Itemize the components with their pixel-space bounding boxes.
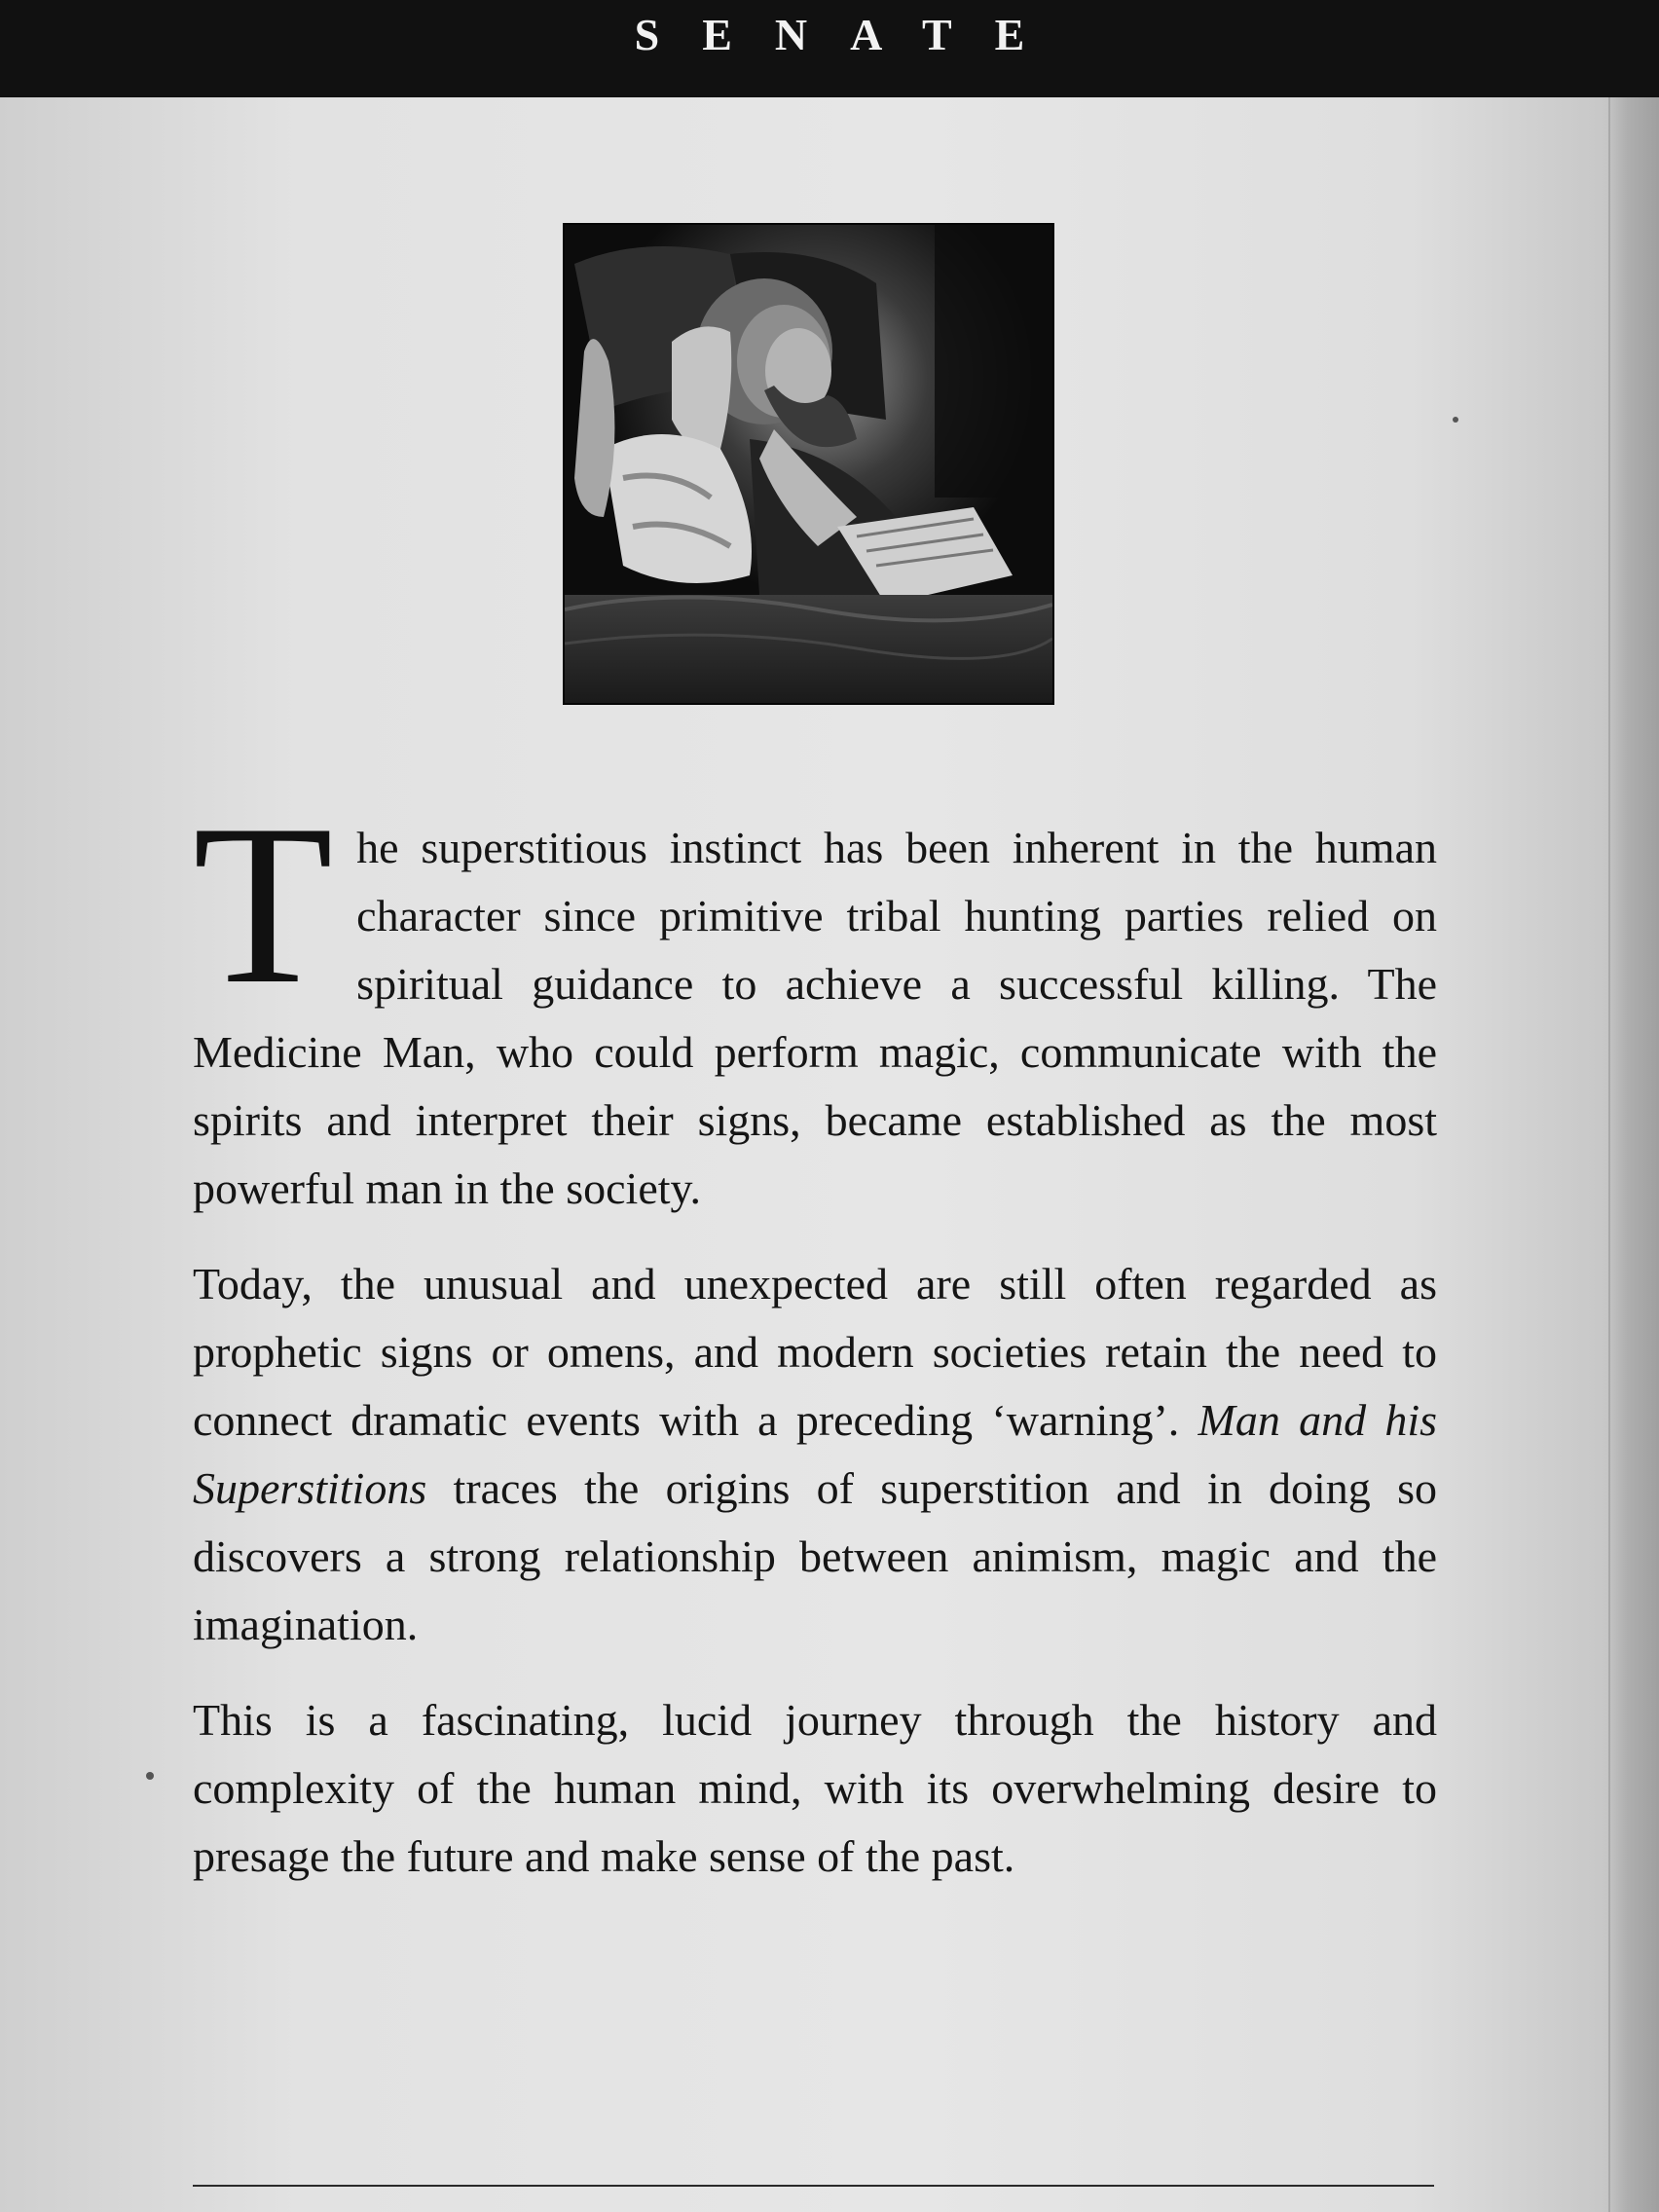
page-edge-shadow bbox=[1606, 97, 1659, 2212]
portrait-illustration bbox=[565, 225, 1052, 703]
header-band bbox=[0, 0, 1659, 97]
paragraph-2-text-after: traces the origins of superstition and in doing so discovers a strong relationship between animism, magic and the imagination. bbox=[193, 1463, 1437, 1649]
paragraph-1-text: he superstitious instinct has been inherent in the human character since primitive tribal hunting parties relied on spiritual guidance to achieve a successful killing. The Medicine Man, who could perform magic, communicate with the spirits and interpret their signs, became established as the most powerful man in the society. bbox=[193, 823, 1437, 1213]
blurb-text bbox=[193, 778, 1437, 1891]
bottom-rule bbox=[193, 2185, 1434, 2187]
drop-cap: T bbox=[193, 778, 334, 1032]
dust-speck bbox=[146, 1772, 154, 1780]
page-edge-line bbox=[1608, 97, 1610, 2212]
paragraph-1 bbox=[193, 778, 1437, 1223]
book-title: Man and his Superstitions bbox=[193, 1395, 1437, 1513]
dust-speck bbox=[1453, 417, 1458, 423]
paragraph-3-text: This is a fascinating, lucid journey through the history and complexity of the human mind, with its overwhelming desire to presage the future and make sense of the past. bbox=[193, 1695, 1437, 1881]
series-title: SENATE bbox=[634, 9, 1068, 59]
paragraph-3 bbox=[193, 1686, 1437, 1891]
paragraph-2 bbox=[193, 1250, 1437, 1659]
portrait-image bbox=[563, 223, 1054, 705]
paragraph-2-text-before: Today, the unusual and unexpected are still often regarded as prophetic signs or omens, and modern societies retain the need to connect dramatic events with a preceding ‘warning’. bbox=[193, 1259, 1437, 1445]
